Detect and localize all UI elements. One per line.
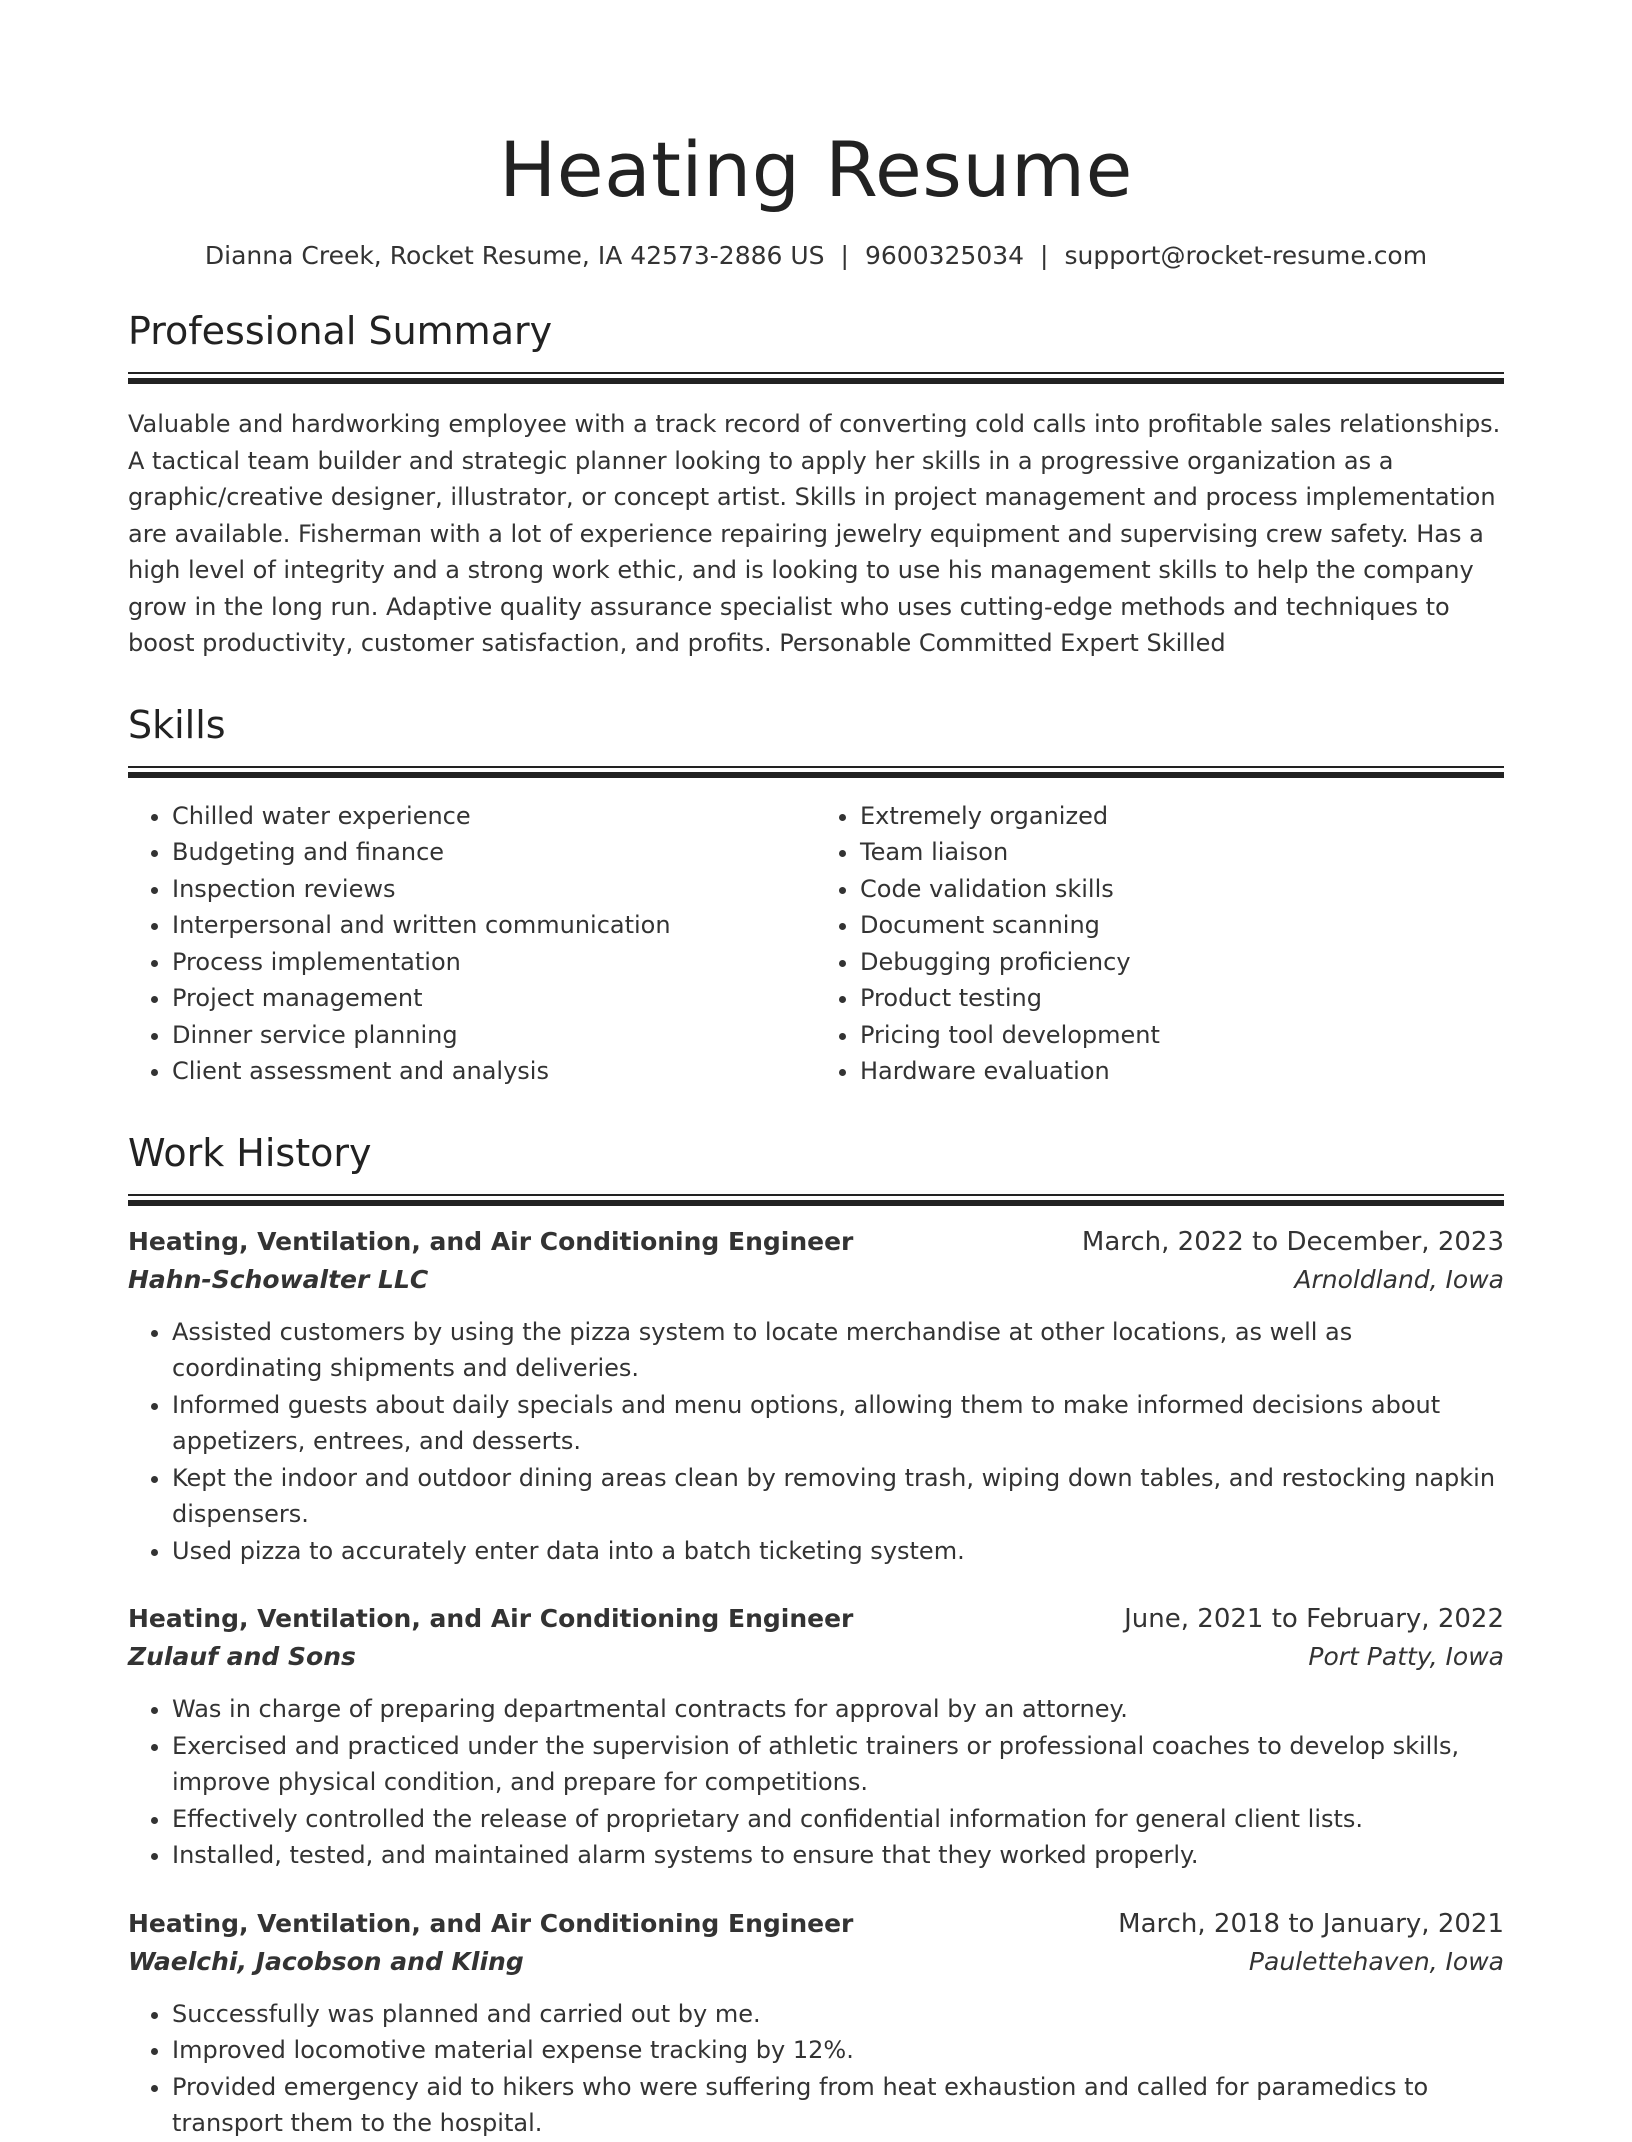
skill-item: • Interpersonal and written communication [172, 907, 816, 944]
job-bullet: • Was in charge of preparing departmental contracts for approval by an attorney. [172, 1691, 1504, 1728]
job-bullet: • Assisted customers by using the pizza system to locate merchandise at other locations, as well as coordinating shipments and deliveries. [172, 1314, 1504, 1387]
work-history-heading: Work History [128, 1130, 372, 1175]
contact-line [128, 240, 1504, 272]
job-header [128, 1224, 1504, 1260]
contact-email: support@rocket-resume.com [1064, 241, 1428, 270]
section-divider [128, 372, 1504, 374]
job-entry [128, 1224, 1504, 1570]
job-subheader [128, 1942, 1504, 1982]
job-subheader [128, 1637, 1504, 1677]
job-header [128, 1906, 1504, 1942]
skill-item: • Dinner service planning [172, 1017, 816, 1054]
job-header [128, 1601, 1504, 1637]
job-title: Heating, Ventilation, and Air Conditioning Engineer [128, 1226, 854, 1256]
job-bullet: • Installed, tested, and maintained alarm systems to ensure that they worked properly. [172, 1837, 1504, 1874]
job-bullet: • Improved locomotive material expense tracking by 12%. [172, 2032, 1504, 2069]
job-bullets [128, 1314, 1504, 1570]
job-entry [128, 1906, 1504, 2142]
summary-text: Valuable and hardworking employee with a track record of converting cold calls into profitable sales relationships. A tactical team builder and strategic planner looking to apply her skills in a progressive organization as a graphic/creative designer, illustrator, or concept artist. Skills in project management and process implementation are available. Fisherman with a lot of experience repairing jewelry equipment and supervising crew safety. Has a high level of integrity and a strong work ethic, and is looking to use his management skills to help the company grow in the long run. Adaptive quality assurance specialist who uses cutting-edge methods and techniques to boost productivity, customer satisfaction, and profits. Personable Committed Expert Skilled [128, 410, 1501, 657]
job-bullet: • Used pizza to accurately enter data into a batch ticketing system. [172, 1533, 1504, 1570]
section-divider [128, 766, 1504, 768]
job-dates: June, 2021 to February, 2022 [1124, 1604, 1504, 1634]
skills-columns [128, 798, 1504, 1090]
job-company: Hahn-Schowalter LLC [128, 1264, 429, 1294]
skill-item: • Chilled water experience [172, 798, 816, 835]
job-bullet: • Informed guests about daily specials and menu options, allowing them to make informed decisions about appetizers, entrees, and desserts. [172, 1387, 1504, 1460]
job-bullets [128, 1996, 1504, 2142]
job-company: Zulauf and Sons [128, 1642, 356, 1671]
skill-item: • Project management [172, 980, 816, 1017]
skill-item: • Process implementation [172, 944, 816, 981]
job-location: Arnoldland, Iowa [1294, 1264, 1504, 1294]
skill-item: • Pricing tool development [860, 1017, 1504, 1054]
job-location: Port Patty, Iowa [1308, 1642, 1504, 1671]
job-location: Paulettehaven, Iowa [1248, 1946, 1504, 1976]
job-bullet: • Successfully was planned and carried out by me. [172, 1996, 1504, 2033]
contact-separator: | [840, 241, 849, 270]
skill-item: • Code validation skills [860, 871, 1504, 908]
job-dates: March, 2018 to January, 2021 [1118, 1908, 1504, 1939]
skill-item: • Hardware evaluation [860, 1053, 1504, 1090]
skills-section [128, 702, 1504, 1090]
job-entry [128, 1601, 1504, 1874]
resume-name: Heating Resume [499, 125, 1133, 214]
skills-list-left [128, 798, 816, 1090]
contact-separator: | [1040, 241, 1049, 270]
section-divider [128, 1194, 1504, 1196]
work-history-section [128, 1130, 1504, 2142]
skill-item: • Budgeting and finance [172, 834, 816, 871]
job-bullet: • Effectively controlled the release of proprietary and confidential information for general client lists. [172, 1801, 1504, 1838]
skill-item: • Extremely organized [860, 798, 1504, 835]
job-bullet: • Kept the indoor and outdoor dining areas clean by removing trash, wiping down tables, and restocking napkin dispensers. [172, 1460, 1504, 1533]
summary-section [128, 308, 1504, 662]
skill-item: • Client assessment and analysis [172, 1053, 816, 1090]
skill-item: • Product testing [860, 980, 1504, 1017]
skills-heading: Skills [128, 702, 226, 747]
skill-item: • Team liaison [860, 834, 1504, 871]
job-bullet: • Provided emergency aid to hikers who were suffering from heat exhaustion and called for paramedics to transport them to the hospital. [172, 2069, 1504, 2142]
skill-item: • Inspection reviews [172, 871, 816, 908]
job-bullet: • Exercised and practiced under the supervision of athletic trainers or professional coaches to develop skills, improve physical condition, and prepare for competitions. [172, 1728, 1504, 1801]
summary-heading: Professional Summary [128, 309, 553, 353]
skill-item: • Debugging proficiency [860, 944, 1504, 981]
job-subheader [128, 1260, 1504, 1300]
job-title: Heating, Ventilation, and Air Conditioning Engineer [128, 1908, 854, 1938]
skill-item: • Document scanning [860, 907, 1504, 944]
job-company: Waelchi, Jacobson and Kling [128, 1946, 524, 1976]
job-title: Heating, Ventilation, and Air Conditioning Engineer [128, 1604, 854, 1633]
skills-list-right [816, 798, 1504, 1090]
job-dates: March, 2022 to December, 2023 [1081, 1226, 1504, 1257]
job-bullets [128, 1691, 1504, 1874]
contact-address: Dianna Creek, Rocket Resume, IA 42573-2886 US [204, 241, 825, 270]
contact-phone: 9600325034 [864, 241, 1025, 270]
